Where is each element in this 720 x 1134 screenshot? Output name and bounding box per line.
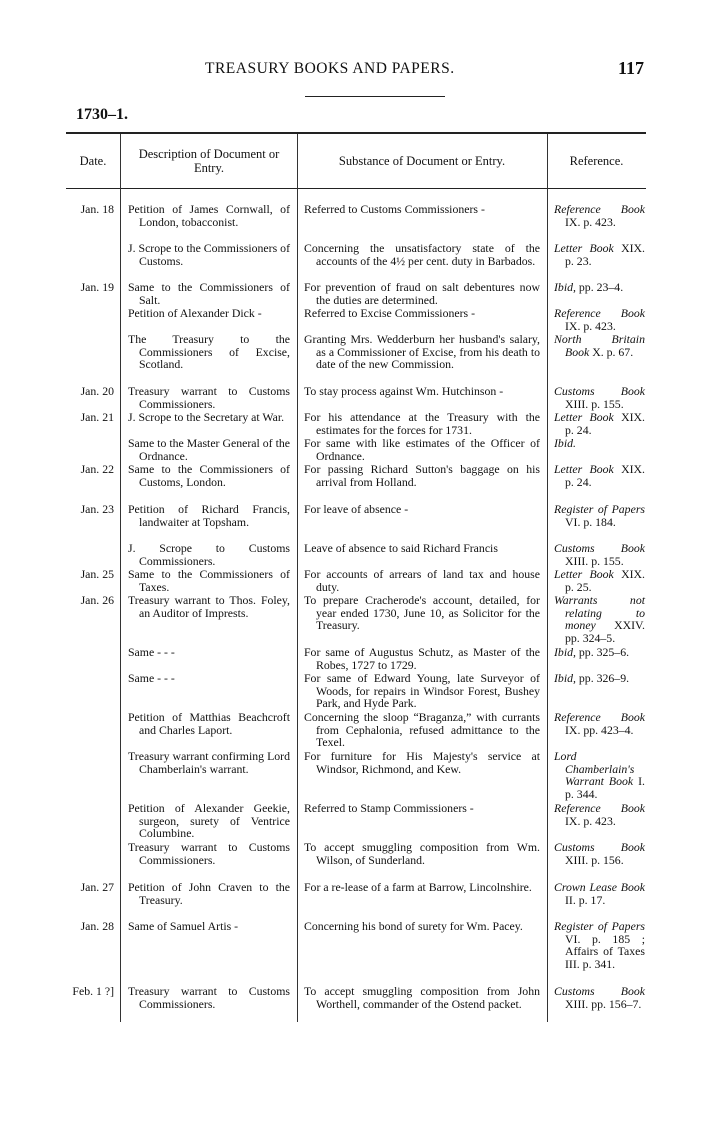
row-description: Treasury warrant confirming Lord Chamberlain's warrant. [128, 749, 290, 776]
row-description: Petition of John Craven to the Treasury. [128, 880, 290, 907]
row-reference [553, 568, 645, 593]
reference-book-title: Customs Book [554, 984, 645, 998]
row-reference [553, 242, 645, 267]
row-description: Same - - - [128, 645, 175, 659]
row-date: Jan. 21 [80, 410, 114, 424]
row-reference [553, 503, 645, 528]
row-reference [553, 542, 645, 567]
reference-book-title: Reference Book [554, 801, 645, 815]
row-description: J. Scrope to Customs Commissioners. [128, 541, 290, 568]
row-description: J. Scrope to the Secretary at War. [128, 410, 285, 424]
row-description: Same to the Commissioners of Taxes. [128, 567, 290, 594]
row-description: Treasury warrant to Customs Commissioners. [128, 840, 290, 867]
row-reference [553, 385, 645, 410]
column-header-substance: Substance of Document or Entry. [338, 154, 506, 168]
reference-location: XIII. p. 156. [565, 852, 624, 867]
reference-book-title: Reference Book [554, 306, 645, 320]
reference-location: II. p. 17. [565, 892, 606, 907]
reference-book-title: Ibid, [554, 671, 576, 685]
reference-location: XIX. p. 24. [565, 410, 645, 437]
reference-location: XIX. p. 23. [565, 241, 645, 268]
row-description: Same of Samuel Artis - [128, 919, 239, 933]
row-description: Same to the Master General of the Ordnance. [128, 436, 290, 463]
reference-location: IX. pp. 423–4. [565, 722, 634, 737]
row-reference [553, 750, 645, 800]
row-substance: Concerning the unsatisfactory state of the accounts of the 4½ per cent. duty in Barbados. [304, 241, 540, 268]
row-substance: To accept smuggling composition from John Worthell, commander of the Ostend packet. [304, 984, 540, 1011]
row-reference [553, 281, 645, 294]
row-substance: For accounts of arrears of land tax and house duty. [304, 567, 540, 594]
reference-book-title: Letter Book [554, 410, 614, 424]
row-description: Same to the Commissioners of Customs, London. [128, 462, 290, 489]
row-date: Jan. 26 [80, 593, 114, 607]
row-description: Treasury warrant to Thos. Foley, an Auditor of Imprests. [128, 593, 290, 620]
row-reference [553, 920, 645, 970]
reference-location: I. p. 344. [565, 774, 646, 801]
row-substance: Granting Mrs. Wedderburn her husband's salary, as a Commissioner of Excise, from his death to date of the new Commission. [304, 332, 540, 372]
year-heading: 1730–1. [76, 106, 128, 123]
reference-location: XIII. pp. 156–7. [565, 996, 642, 1011]
row-substance: For same of Augustus Schutz, as Master of the Robes, 1727 to 1729. [304, 645, 540, 672]
row-description: Same - - - [128, 671, 175, 685]
reference-book-title: Ibid, [554, 645, 576, 659]
row-substance: Concerning his bond of surety for Wm. Pacey. [304, 919, 523, 933]
reference-location: pp. 325–6. [575, 645, 630, 659]
row-date: Jan. 19 [80, 280, 114, 294]
row-substance: Referred to Customs Commissioners - [304, 202, 485, 216]
row-date: Jan. 27 [80, 880, 114, 894]
reference-book-title: Reference Book [554, 710, 645, 724]
row-substance: For passing Richard Sutton's baggage on his arrival from Holland. [304, 462, 540, 489]
reference-location: X. p. 67. [589, 344, 634, 359]
row-description: Petition of Richard Francis, landwaiter at Topsham. [128, 502, 290, 529]
row-substance: For his attendance at the Treasury with the estimates for the forces for 1731. [304, 410, 540, 437]
row-reference [553, 333, 645, 358]
reference-location: XXIV. pp. 324–5. [565, 618, 645, 645]
row-description: Petition of Alexander Dick - [128, 306, 262, 320]
row-date: Jan. 28 [80, 919, 114, 933]
column-divider [120, 134, 121, 1022]
reference-location: VI. p. 185 ; Affairs of Taxes III. p. 341. [565, 931, 645, 971]
reference-book-title: Ibid. [554, 436, 576, 450]
reference-location: VI. p. 184. [565, 514, 616, 529]
row-description: Treasury warrant to Customs Commissioners. [128, 984, 290, 1011]
reference-location: IX. p. 423. [565, 214, 616, 229]
row-reference [553, 594, 645, 644]
row-description: The Treasury to the Commissioners of Excise, Scotland. [128, 332, 290, 372]
row-description: Petition of Matthias Beachcroft and Charles Laport. [128, 710, 290, 737]
table-header-rule [66, 188, 646, 189]
row-substance: Leave of absence to said Richard Francis [304, 541, 498, 555]
row-reference [553, 711, 645, 736]
column-divider [297, 134, 298, 1022]
row-description: Petition of Alexander Geekie, surgeon, surety of Ventrice Columbine. [128, 801, 290, 841]
row-substance: To stay process against Wm. Hutchinson - [304, 384, 504, 398]
reference-book-title: Customs Book [554, 384, 645, 398]
column-header-reference: Reference. [569, 154, 624, 168]
reference-location: IX. p. 423. [565, 813, 616, 828]
column-divider [547, 134, 548, 1022]
reference-book-title: Letter Book [554, 462, 614, 476]
reference-location: XIII. p. 155. [565, 396, 624, 411]
reference-book-title: Warrants not relating to money [554, 593, 645, 633]
reference-book-title: Reference Book [554, 202, 645, 216]
row-reference [553, 411, 645, 436]
reference-book-title: Ibid, [554, 280, 576, 294]
row-reference [553, 841, 645, 866]
row-reference [553, 203, 645, 228]
reference-book-title: Register of Papers [554, 502, 645, 516]
row-reference [553, 646, 645, 659]
head-rule [305, 96, 445, 97]
row-reference [553, 802, 645, 827]
row-date: Feb. 1 ?] [72, 984, 114, 998]
reference-location: pp. 326–9. [575, 671, 630, 685]
row-reference [553, 881, 645, 906]
row-reference [553, 672, 645, 685]
reference-location: IX. p. 423. [565, 318, 616, 333]
row-substance: For same of Edward Young, late Surveyor of Woods, for repairs in Windsor Forest, Bushey Park, and Hyde Park. [304, 671, 540, 711]
row-date: Jan. 25 [80, 567, 114, 581]
row-reference [553, 985, 645, 1010]
row-substance: For leave of absence - [304, 502, 409, 516]
column-header-date: Date. [79, 154, 107, 168]
row-substance: Concerning the sloop “Braganza,” with currants from Cephalonia, refused admittance to the Texel. [304, 710, 540, 750]
row-date: Jan. 22 [80, 462, 114, 476]
reference-location: pp. 23–4. [575, 280, 624, 294]
reference-book-title: Letter Book [554, 567, 614, 581]
row-reference [553, 307, 645, 332]
reference-book-title: Crown Lease Book [554, 880, 645, 894]
reference-location: XIII. p. 155. [565, 553, 624, 568]
row-description: Petition of James Cornwall, of London, tobacconist. [128, 202, 290, 229]
row-date: Jan. 18 [80, 202, 114, 216]
reference-location: XIX. p. 25. [565, 567, 645, 594]
row-description: Same to the Commissioners of Salt. [128, 280, 290, 307]
row-description: Treasury warrant to Customs Commissioners. [128, 384, 290, 411]
row-date: Jan. 23 [80, 502, 114, 516]
row-substance: Referred to Excise Commissioners - [304, 306, 476, 320]
row-description: J. Scrope to the Commissioners of Customs. [128, 241, 290, 268]
reference-book-title: Register of Papers [554, 919, 645, 933]
reference-location: XIX. p. 24. [565, 462, 645, 489]
row-substance: Referred to Stamp Commissioners - [304, 801, 474, 815]
column-header-description: Description of Document or Entry. [138, 147, 280, 175]
reference-book-title: North Britain Book [554, 332, 645, 359]
row-substance: For same with like estimates of the Officer of Ordnance. [304, 436, 540, 463]
page-number: 117 [618, 58, 645, 78]
row-substance: For prevention of fraud on salt debentures now the duties are determined. [304, 280, 540, 307]
reference-book-title: Customs Book [554, 840, 645, 854]
row-substance: To prepare Cracherode's account, detailed, for year ended 1730, June 10, as Solicitor for the Treasury. [304, 593, 540, 633]
row-reference [553, 463, 645, 488]
row-substance: For a re-lease of a farm at Barrow, Lincolnshire. [304, 880, 532, 894]
row-substance: For furniture for His Majesty's service at Windsor, Richmond, and Kew. [304, 749, 540, 776]
reference-book-title: Lord Chamberlain's Warrant Book [554, 749, 635, 789]
row-reference [553, 437, 645, 450]
reference-book-title: Customs Book [554, 541, 645, 555]
row-date: Jan. 20 [80, 384, 114, 398]
row-substance: To accept smuggling composition from Wm. Wilson, of Sunderland. [304, 840, 540, 867]
reference-book-title: Letter Book [554, 241, 614, 255]
running-head: TREASURY BOOKS AND PAPERS. [205, 60, 455, 77]
